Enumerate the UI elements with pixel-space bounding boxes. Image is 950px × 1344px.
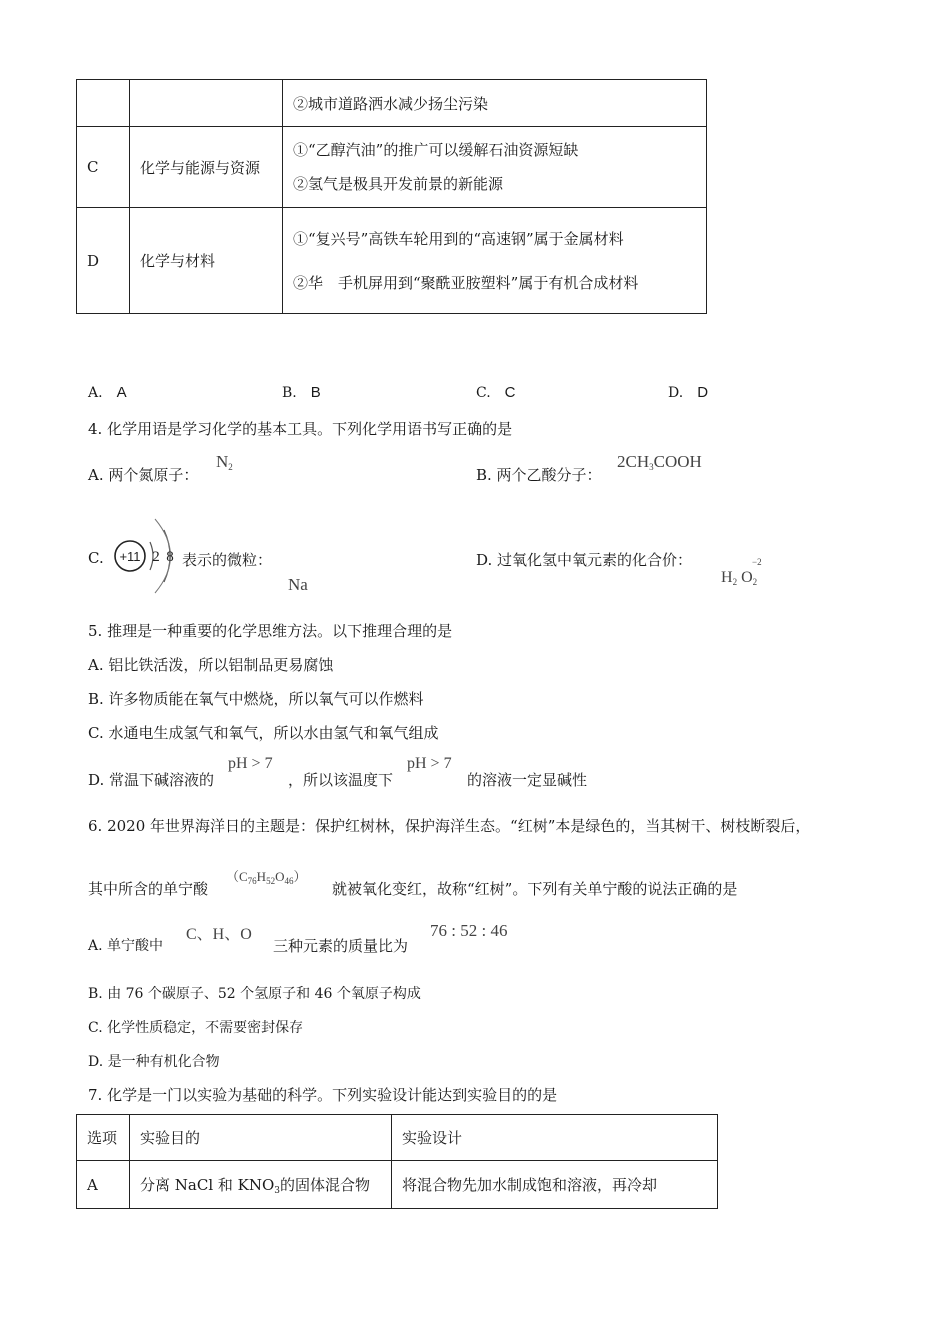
row-d-label: D — [77, 208, 130, 314]
comparison-table — [76, 79, 707, 314]
q6-elements: C、H、O — [186, 926, 252, 943]
table-cell — [283, 208, 707, 314]
q5-option-d-part1: D. 常温下碱溶液的 — [88, 771, 215, 789]
q4-a-formula — [216, 452, 233, 472]
q3-option-b[interactable] — [282, 384, 321, 401]
option-value: D — [697, 384, 709, 401]
table-cell — [77, 80, 130, 127]
formula-text: N — [216, 452, 229, 471]
formula-subscript: 2 — [732, 577, 738, 587]
q5-option-d-part2: ，所以该温度下 — [288, 771, 394, 789]
q3-option-a[interactable] — [88, 384, 127, 401]
table-cell — [283, 127, 707, 208]
option-value: C — [504, 384, 516, 401]
row-b-item2: ②城市道路洒水减少扬尘污染 — [293, 94, 489, 113]
q6-option-a-part1: A. 单宁酸中 — [88, 938, 164, 954]
q7-stem: 7. 化学是一门以实验为基础的科学。下列实验设计能达到实验目的的是 — [88, 1086, 558, 1104]
q4-c-answer: Na — [288, 575, 308, 594]
formula-text: ） — [293, 869, 307, 884]
option-value: B — [310, 384, 321, 401]
formula-subscript: 46 — [284, 876, 294, 886]
row-c-label: C — [77, 127, 130, 208]
shell-2-count: 8 — [166, 549, 174, 565]
q5-option-a: A. 铝比铁活泼，所以铝制品更易腐蚀 — [88, 656, 334, 674]
header-design: 实验设计 — [392, 1115, 718, 1161]
atom-structure-diagram — [106, 515, 182, 595]
row-d-topic: 化学与材料 — [130, 208, 283, 314]
q4-b-formula — [617, 452, 702, 472]
row-d-item2: ②华 手机屏用到“聚酰亚胺塑料”属于有机合成材料 — [293, 273, 639, 292]
q4-option-c-prefix: C. — [88, 549, 104, 567]
row-a-design: 将混合物先加水制成饱和溶液，再冷却 — [392, 1161, 718, 1209]
formula-subscript: 52 — [266, 876, 276, 886]
experiment-table — [76, 1114, 718, 1209]
row-d-item1: ①“复兴号”高铁车轮用到的“高速钢”属于金属材料 — [293, 229, 624, 248]
nucleus-charge: +11 — [119, 549, 141, 564]
q5-option-b: B. 许多物质能在氧气中燃烧，所以氧气可以作燃料 — [88, 690, 424, 708]
formula-subscript: 76 — [247, 876, 257, 886]
header-option: 选项 — [77, 1115, 130, 1161]
q6-ratio: 76 : 52 : 46 — [430, 921, 508, 940]
option-letter: B. — [282, 385, 297, 401]
row-c-item2: ②氢气是极具开发前景的新能源 — [293, 175, 504, 193]
option-letter: D. — [668, 385, 684, 401]
option-letter: C. — [476, 385, 491, 401]
formula-subscript: 3 — [649, 462, 654, 472]
formula-text: H — [721, 569, 733, 586]
row-a-label: A — [77, 1161, 130, 1209]
header-purpose: 实验目的 — [130, 1115, 392, 1161]
q6-option-b: B. 由 76 个碳原子、52 个氢原子和 46 个氧原子构成 — [88, 986, 421, 1002]
purpose-text: 分离 NaCl 和 KNO — [140, 1175, 275, 1194]
shell-1-count: 2 — [152, 549, 160, 565]
q4-option-c-text: 表示的微粒： — [182, 551, 273, 569]
q4-option-a: A. 两个氮原子： — [88, 466, 199, 484]
q5-ph-1: pH > 7 — [228, 755, 273, 772]
q6-stem-line1: 6. 2020 年世界海洋日的主题是：保护红树林，保护海洋生态。“红树”本是绿色的，当其树干、树枝断裂后， — [88, 817, 811, 835]
tannic-acid-formula — [226, 866, 306, 886]
formula-subscript: 2 — [752, 577, 758, 587]
q3-option-d[interactable] — [668, 384, 708, 401]
formula-text: 2CH — [617, 452, 650, 471]
q6-stem-line2-part1: 其中所含的单宁酸 — [88, 880, 209, 898]
q3-option-c[interactable] — [476, 384, 516, 401]
row-c-topic: 化学与能源与资源 — [130, 127, 283, 208]
table-cell — [283, 80, 707, 127]
purpose-text: 的固体混合物 — [280, 1175, 371, 1194]
formula-text: O — [741, 569, 753, 586]
option-letter: A. — [88, 385, 103, 401]
q5-ph-2: pH > 7 — [407, 755, 452, 772]
row-c-item1: ①“乙醇汽油”的推广可以缓解石油资源短缺 — [293, 141, 579, 159]
q6-option-a-part2: 三种元素的质量比为 — [273, 937, 409, 955]
valence-mark: −2 — [752, 557, 762, 567]
formula-subscript: 3 — [274, 1185, 281, 1196]
q4-d-formula — [721, 569, 757, 587]
formula-subscript: 2 — [228, 462, 233, 472]
row-a-purpose — [130, 1161, 392, 1209]
q4-stem: 4. 化学用语是学习化学的基本工具。下列化学用语书写正确的是 — [88, 420, 513, 438]
table-cell — [130, 80, 283, 127]
option-value: A — [116, 384, 127, 401]
formula-text: H — [256, 869, 267, 884]
q6-stem-line2-part2: 就被氧化变红，故称“红树”。下列有关单宁酸的说法正确的是 — [332, 880, 738, 898]
formula-text: O — [275, 869, 285, 884]
q5-option-d-part3: 的溶液一定显碱性 — [467, 771, 588, 789]
formula-text: （C — [226, 869, 248, 884]
q4-option-d: D. 过氧化氢中氧元素的化合价： — [476, 551, 693, 569]
q6-option-d: D. 是一种有机化合物 — [88, 1054, 220, 1070]
q4-option-b: B. 两个乙酸分子： — [476, 466, 602, 484]
q6-option-c: C. 化学性质稳定，不需要密封保存 — [88, 1020, 304, 1036]
formula-text: COOH — [653, 452, 702, 471]
q5-option-c: C. 水通电生成氢气和氧气，所以水由氢气和氧气组成 — [88, 724, 439, 742]
q5-stem: 5. 推理是一种重要的化学思维方法。以下推理合理的是 — [88, 622, 453, 640]
